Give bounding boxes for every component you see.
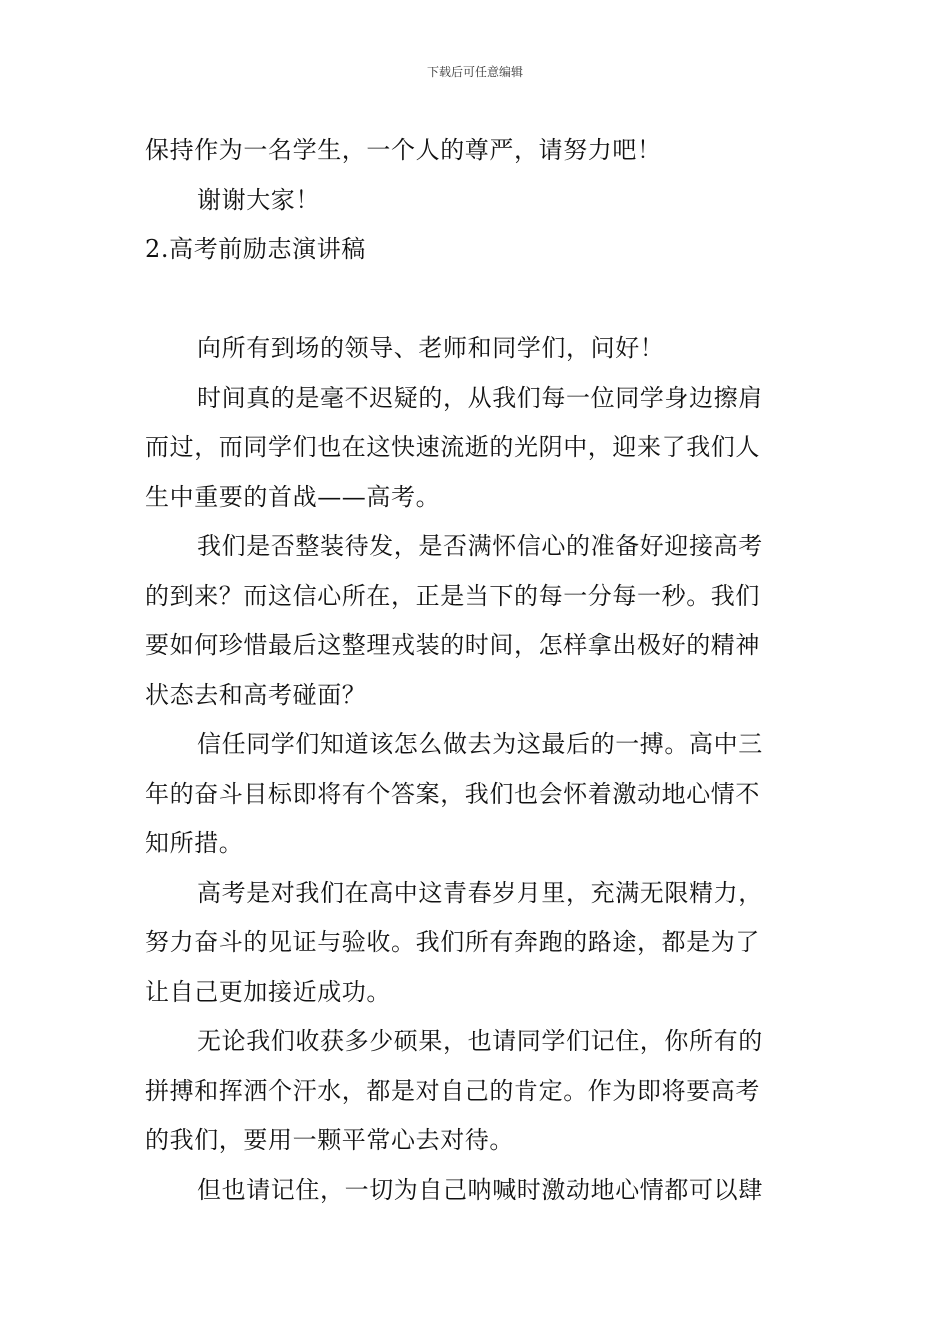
paragraph-line: 拼搏和挥洒个汗水，都是对自己的肯定。作为即将要高考	[145, 1076, 760, 1105]
paragraph-line: 时间真的是毫不迟疑的，从我们每一位同学身边擦肩	[197, 383, 763, 412]
section-heading: 2.高考前励志演讲稿	[145, 235, 366, 263]
paragraph-line: 努力奋斗的见证与验收。我们所有奔跑的路途，都是为了	[145, 928, 760, 956]
paragraph-line: 谢谢大家！	[197, 185, 320, 214]
paragraph-line: 向所有到场的领导、老师和同学们，问好！	[197, 334, 665, 362]
paragraph-line: 的我们，要用一颗平常心去对待。	[145, 1126, 514, 1154]
paragraph-line: 保持作为一名学生，一个人的尊严，请努力吧！	[145, 136, 662, 164]
paragraph-line: 信任同学们知道该怎么做去为这最后的一搏。高中三	[197, 730, 763, 758]
page-header: 下载后可任意编辑	[426, 65, 523, 79]
paragraph-line: 但也请记住，一切为自己呐喊时激动地心情都可以肆	[197, 1175, 763, 1204]
paragraph-line: 而过，而同学们也在这快速流逝的光阴中，迎来了我们人	[145, 433, 760, 461]
paragraph-line: 无论我们收获多少硕果，也请同学们记住，你所有的	[197, 1027, 763, 1055]
paragraph-line: 状态去和高考碰面？	[145, 680, 367, 709]
document-body	[145, 126, 810, 1215]
paragraph-line: 知所措。	[145, 829, 244, 857]
blank-line	[145, 275, 810, 325]
paragraph-line: 让自己更加接近成功。	[145, 977, 391, 1006]
paragraph-line: 我们是否整装待发，是否满怀信心的准备好迎接高考	[197, 532, 763, 560]
paragraph-line: 的到来？而这信心所在，正是当下的每一分每一秒。我们	[145, 581, 760, 610]
paragraph-line: 年的奋斗目标即将有个答案，我们也会怀着激动地心情不	[145, 779, 760, 808]
paragraph-line: 高考是对我们在高中这青春岁月里，充满无限精力，	[197, 878, 763, 907]
paragraph-line: 要如何珍惜最后这整理戎装的时间，怎样拿出极好的精神	[145, 631, 760, 659]
paragraph-line: 生中重要的首战——高考。	[145, 482, 441, 511]
